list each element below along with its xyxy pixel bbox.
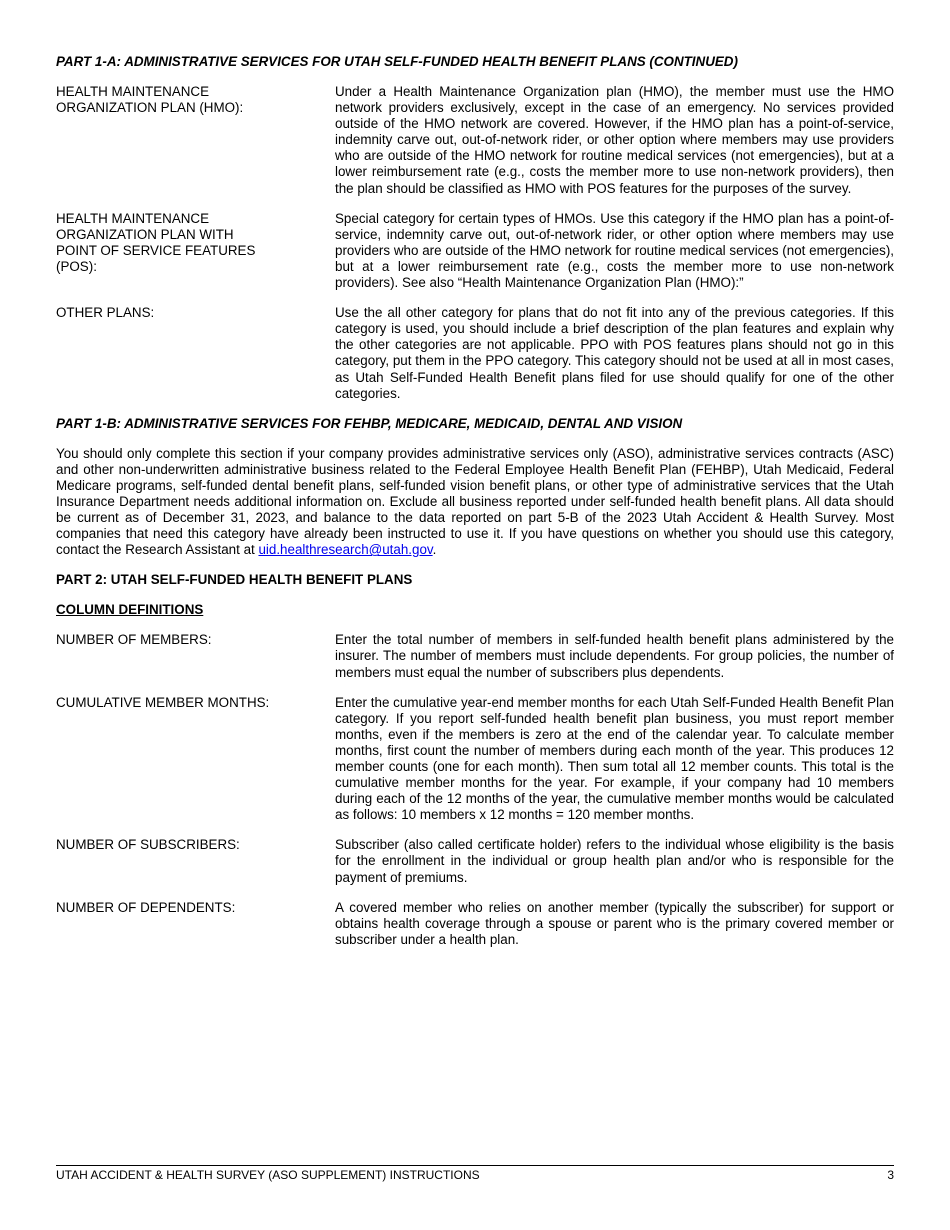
definition-row [56, 305, 894, 402]
definition-term: CUMULATIVE MEMBER MONTHS: [56, 694, 270, 710]
definition-row [56, 632, 894, 680]
definition-term: NUMBER OF MEMBERS: [56, 632, 212, 648]
definition-row [56, 211, 894, 291]
definition-description: A covered member who relies on another member (typically the subscriber) for support or obtains health coverage through a spouse or parent who is the primary covered member or subscriber under a health plan. [335, 899, 894, 947]
part1b-paragraph-text: You should only complete this section if your company provides administrative services only (ASO), administrative services contracts (ASC) and other non-underwritten administrative business related to the Federal Employee Health Benefit Plan (FEHBP), Utah Medicaid, Federal Medicare programs, self-funded dental benefit plans, self-funded vision benefit plans, or other type of administrative services that the Utah Insurance Department needs additional information on. Exclude all business reported under self-funded health benefit plans. All data should be current as of December 31, 2023, and balance to the data reported on part 5-B of the 2023 Utah Accident & Health Survey. Most companies that need this category have already been instructed to use it. If you have questions on whether you should use this category, contact the Research Assistant at [56, 445, 894, 558]
part1b-paragraph [56, 446, 894, 559]
paragraph-end: . [432, 542, 437, 558]
definition-term: HEALTH MAINTENANCE ORGANIZATION PLAN WITH POINT OF SERVICE FEATURES (POS): [56, 210, 256, 274]
definition-term: OTHER PLANS: [56, 305, 155, 321]
definition-description: Use the all other category for plans that do not fit into any of the previous categories. If this category is used, you should include a brief description of the plan features and explain why the other categories are not applicable. PPO with POS features plans should not go in this category, put them in the PPO category. This category should not be used at all in most cases, as Utah Self-Funded Health Benefit plans filed for use should qualify for one of the other categories. [335, 305, 894, 401]
part1b-heading: PART 1-B: ADMINISTRATIVE SERVICES FOR FEHBP, MEDICARE, MEDICAID, DENTAL AND VISION [56, 415, 683, 431]
footer-title: UTAH ACCIDENT & HEALTH SURVEY (ASO SUPPLEMENT) INSTRUCTIONS [56, 1168, 480, 1182]
definition-row [56, 837, 894, 885]
part2-heading: PART 2: UTAH SELF-FUNDED HEALTH BENEFIT PLANS [56, 572, 413, 588]
definition-description: Subscriber (also called certificate holder) refers to the individual whose eligibility is the basis for the enrollment in the individual or group health plan and/or who is responsible for the payment of premiums. [335, 837, 894, 885]
definition-description: Special category for certain types of HMOs. Use this category if the HMO plan has a point-of-service, indemnity carve out, out-of-network rider, or other option where members may use providers who are outside of the HMO network for routine medical services (not emergencies), but at a lower reimbursement rate (e.g., costs the member more to use non-network providers). See also “Health Maintenance Organization Plan (HMO):” [335, 210, 894, 291]
definition-description: Enter the cumulative year-end member months for each Utah Self-Funded Health Benefit Plan category. If you report self-funded health benefit plan business, you must report member months, even if the members is zero at the end of the calendar year. To calculate member months, first count the number of members during each month of the year. This produces 12 member counts (one for each month). Then sum total all 12 member counts. This total is the cumulative member months for the year. For example, if your company had 10 members during each of the 12 months of the year, the cumulative member months would be calculated as follows: 10 members x 12 months = 120 member months. [335, 694, 894, 823]
definition-term: HEALTH MAINTENANCE ORGANIZATION PLAN (HMO): [56, 84, 244, 116]
definition-row [56, 900, 894, 948]
definition-row [56, 695, 894, 824]
email-link[interactable]: uid.healthresearch@utah.gov [258, 542, 433, 558]
definition-term: NUMBER OF DEPENDENTS: [56, 899, 236, 915]
document-page [56, 54, 894, 962]
definition-term: NUMBER OF SUBSCRIBERS: [56, 837, 240, 853]
definition-row [56, 84, 894, 197]
page-footer [56, 1165, 894, 1182]
page-number: 3 [887, 1168, 894, 1182]
column-definitions-heading: COLUMN DEFINITIONS [56, 602, 204, 618]
definition-description: Enter the total number of members in self-funded health benefit plans administered by the insurer. The number of members must include dependents. For group policies, the number of members must equal the number of subscribers plus dependents. [335, 632, 894, 680]
definition-description: Under a Health Maintenance Organization plan (HMO), the member must use the HMO network providers exclusively, except in the case of an emergency. No services provided outside of the HMO network are covered. However, if the HMO plan has a point-of-service, indemnity carve out, out-of-network rider, or other option where members may use providers who are outside of the HMO network for routine medical services (not emergencies), but at a lower reimbursement rate (e.g., costs the member more to use non-network providers), then the plan should be classified as HMO with POS features for the purposes of the survey. [335, 84, 894, 196]
part1a-heading: PART 1-A: ADMINISTRATIVE SERVICES FOR UTAH SELF-FUNDED HEALTH BENEFIT PLANS (CONTINUED) [56, 54, 738, 69]
